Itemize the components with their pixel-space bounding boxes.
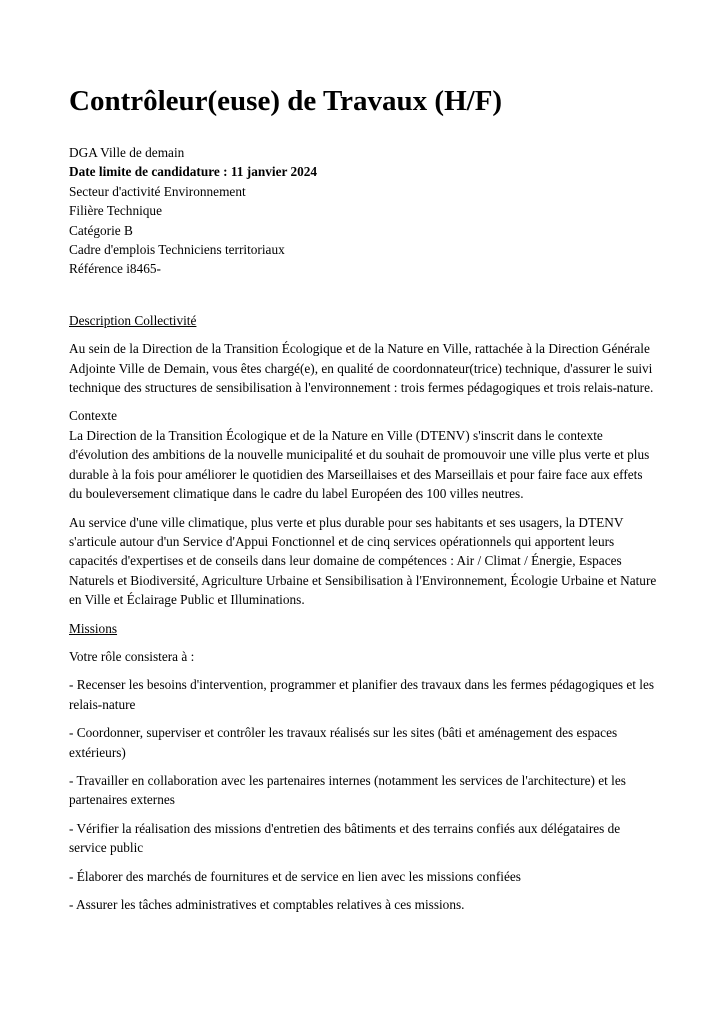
- list-item: - Coordonner, superviser et contrôler les travaux réalisés sur les sites (bâti et aménagement des espaces extérieurs): [69, 725, 618, 760]
- list-item: - Élaborer des marchés de fournitures et de service en lien avec les missions confiées: [69, 868, 521, 884]
- description-heading: Description Collectivité: [69, 312, 197, 328]
- job-meta: [69, 143, 659, 279]
- description-paragraph: Au sein de la Direction de la Transition Écologique et de la Nature en Ville, rattachée à la Direction Générale Adjointe Ville de Demain, vous êtes chargé(e), en qualité de coordonnateur(trice) technique, d'assurer le suivi technique des structures de sensibilisation à l'environnement : trois fermes pédagogiques et trois relais-nature.: [69, 341, 654, 396]
- page-title: Contrôleur(euse) de Travaux (H/F): [69, 85, 503, 117]
- meta-filiere: Filière Technique: [69, 203, 162, 219]
- list-item: - Travailler en collaboration avec les partenaires internes (notamment les services de l'architecture) et les partenaires externes: [69, 772, 626, 808]
- contexte-heading: Contexte: [69, 408, 118, 424]
- meta-cadre: Cadre d'emplois Techniciens territoriaux: [69, 242, 285, 258]
- missions-list: [69, 675, 659, 914]
- meta-reference: Référence i8465-: [69, 261, 161, 277]
- list-item: - Recenser les besoins d'intervention, programmer et planifier des travaux dans les fermes pédagogiques et les relais-nature: [69, 677, 655, 712]
- missions-intro: Votre rôle consistera à :: [69, 648, 195, 664]
- meta-deadline: Date limite de candidature : 11 janvier 2024: [69, 164, 318, 180]
- contexte-paragraph-2: Au service d'une ville climatique, plus verte et plus durable pour ses habitants et ses usagers, la DTENV s'articule autour d'un Service d'Appui Fonctionnel et de cinq services opérationnels qui apportent leurs capacités d'expertises et de conseils dans leur domaine de compétences : Air / Climat / Énergie, Espaces Naturels et Biodiversité, Agriculture Urbaine et Sensibilisation à l'Environnement, Écologie Urbaine et Nature en Ville et Éclairage Public et Illuminations.: [69, 514, 657, 608]
- document-page: [69, 84, 659, 923]
- contexte-paragraph-1: La Direction de la Transition Écologique et de la Nature en Ville (DTENV) s'inscrit dans le contexte d'évolution des ambitions de la nouvelle municipalité et du souhait de promouvoir une ville plus verte et plus durable à la fois pour améliorer le quotidien des Marseillaises et des Marseillais et pour faire face aux effets du bouleversement climatique dans le cadre du label Européen des 100 villes neutres.: [69, 427, 650, 502]
- missions-heading: Missions: [69, 620, 118, 636]
- list-item: - Vérifier la réalisation des missions d'entretien des bâtiments et des terrains confiés aux délégataires de service public: [69, 820, 621, 856]
- meta-dga: DGA Ville de demain: [69, 145, 185, 160]
- meta-sector: Secteur d'activité Environnement: [69, 183, 246, 199]
- list-item: - Assurer les tâches administratives et comptables relatives à ces missions.: [69, 897, 465, 912]
- meta-categorie: Catégorie B: [69, 222, 133, 238]
